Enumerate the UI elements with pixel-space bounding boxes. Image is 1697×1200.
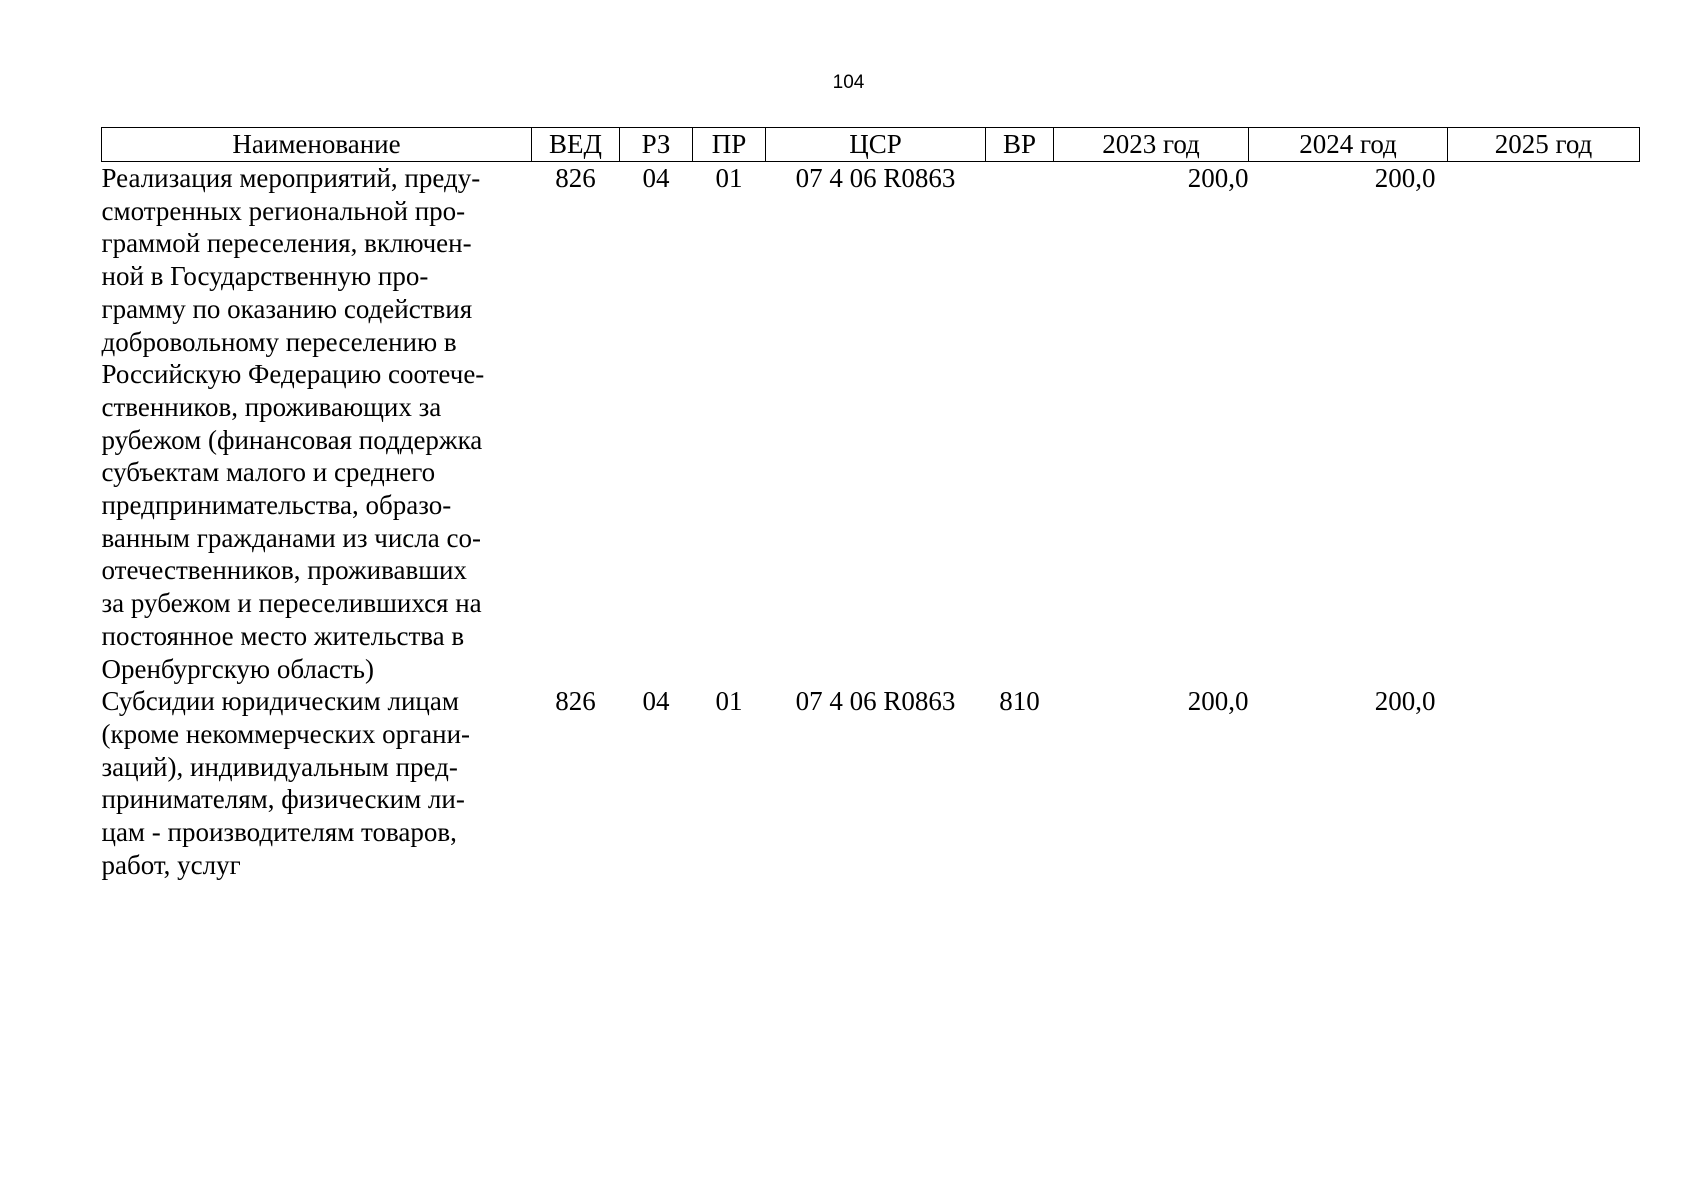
row-name-line: ной в Государственную про- [101,261,429,292]
row-name-line: отечественников, проживавших [101,555,467,586]
row-ved-cell: 826 [555,686,596,717]
row-name-line: Субсидии юридическим лицам [101,686,459,717]
row-rz-cell: 04 [642,686,670,717]
row-2025-cell [1448,162,1640,686]
row-name-line: субъектам малого и среднего [101,457,436,488]
row-name-line: принимателям, физическим ли- [101,784,465,815]
row-name-line: предпринимательства, образо- [101,490,452,521]
row-vr-cell: 810 [999,686,1040,717]
row-2025-cell [1448,685,1640,881]
row-name-line: цам - производителям товаров, [101,817,457,848]
row-ved-cell: 826 [555,163,596,193]
header-name: Наименование [102,128,532,162]
row-name-line: Реализация мероприятий, преду- [101,163,481,193]
header-2023: 2023 год [1054,128,1249,162]
row-2024-cell: 200,0 [1374,686,1436,717]
table-row [102,162,1640,686]
row-name-line: работ, услуг [101,849,241,880]
header-csr: ЦСР [766,128,986,162]
page-number: 104 [832,72,865,93]
header-pr: ПР [693,128,766,162]
row-name-line: добровольному переселению в [101,326,457,357]
table-header-row [102,128,1640,162]
row-csr-cell: 07 4 06 R0863 [795,686,956,717]
row-name-line: граммой переселения, включен- [101,228,472,259]
table-row [102,685,1640,881]
row-name-line: Оренбургскую область) [101,653,374,684]
row-vr-cell [986,162,1054,686]
row-name-line: рубежом (финансовая поддержка [101,424,483,455]
row-csr-cell: 07 4 06 R0863 [795,163,956,193]
row-name-line: (кроме некоммерческих органи- [101,718,471,749]
budget-table [101,127,1640,881]
row-name-line: Российскую Федерацию соотече- [101,359,485,390]
row-rz-cell: 04 [642,163,670,193]
row-2024-cell: 200,0 [1374,163,1436,193]
row-name-line: за рубежом и переселившихся на [101,588,482,619]
row-name-line: ственников, проживающих за [101,391,442,422]
row-name-line: заций), индивидуальным пред- [101,751,458,782]
row-name-line: грамму по оказанию содействия [101,293,473,324]
row-name-cell [102,685,532,881]
row-pr-cell: 01 [715,163,743,193]
header-vr: ВР [986,128,1054,162]
header-ved: ВЕД [532,128,620,162]
row-name-line: смотренных региональной про- [101,195,466,226]
row-name-line: постоянное место жительства в [101,620,465,651]
row-2023-cell: 200,0 [1187,686,1249,717]
header-2024: 2024 год [1249,128,1448,162]
header-2025: 2025 год [1448,128,1640,162]
row-name-line: ванным гражданами из числа со- [101,522,481,553]
header-rz: РЗ [620,128,693,162]
row-2023-cell: 200,0 [1187,163,1249,193]
row-pr-cell: 01 [715,686,743,717]
row-name-cell [102,162,532,686]
